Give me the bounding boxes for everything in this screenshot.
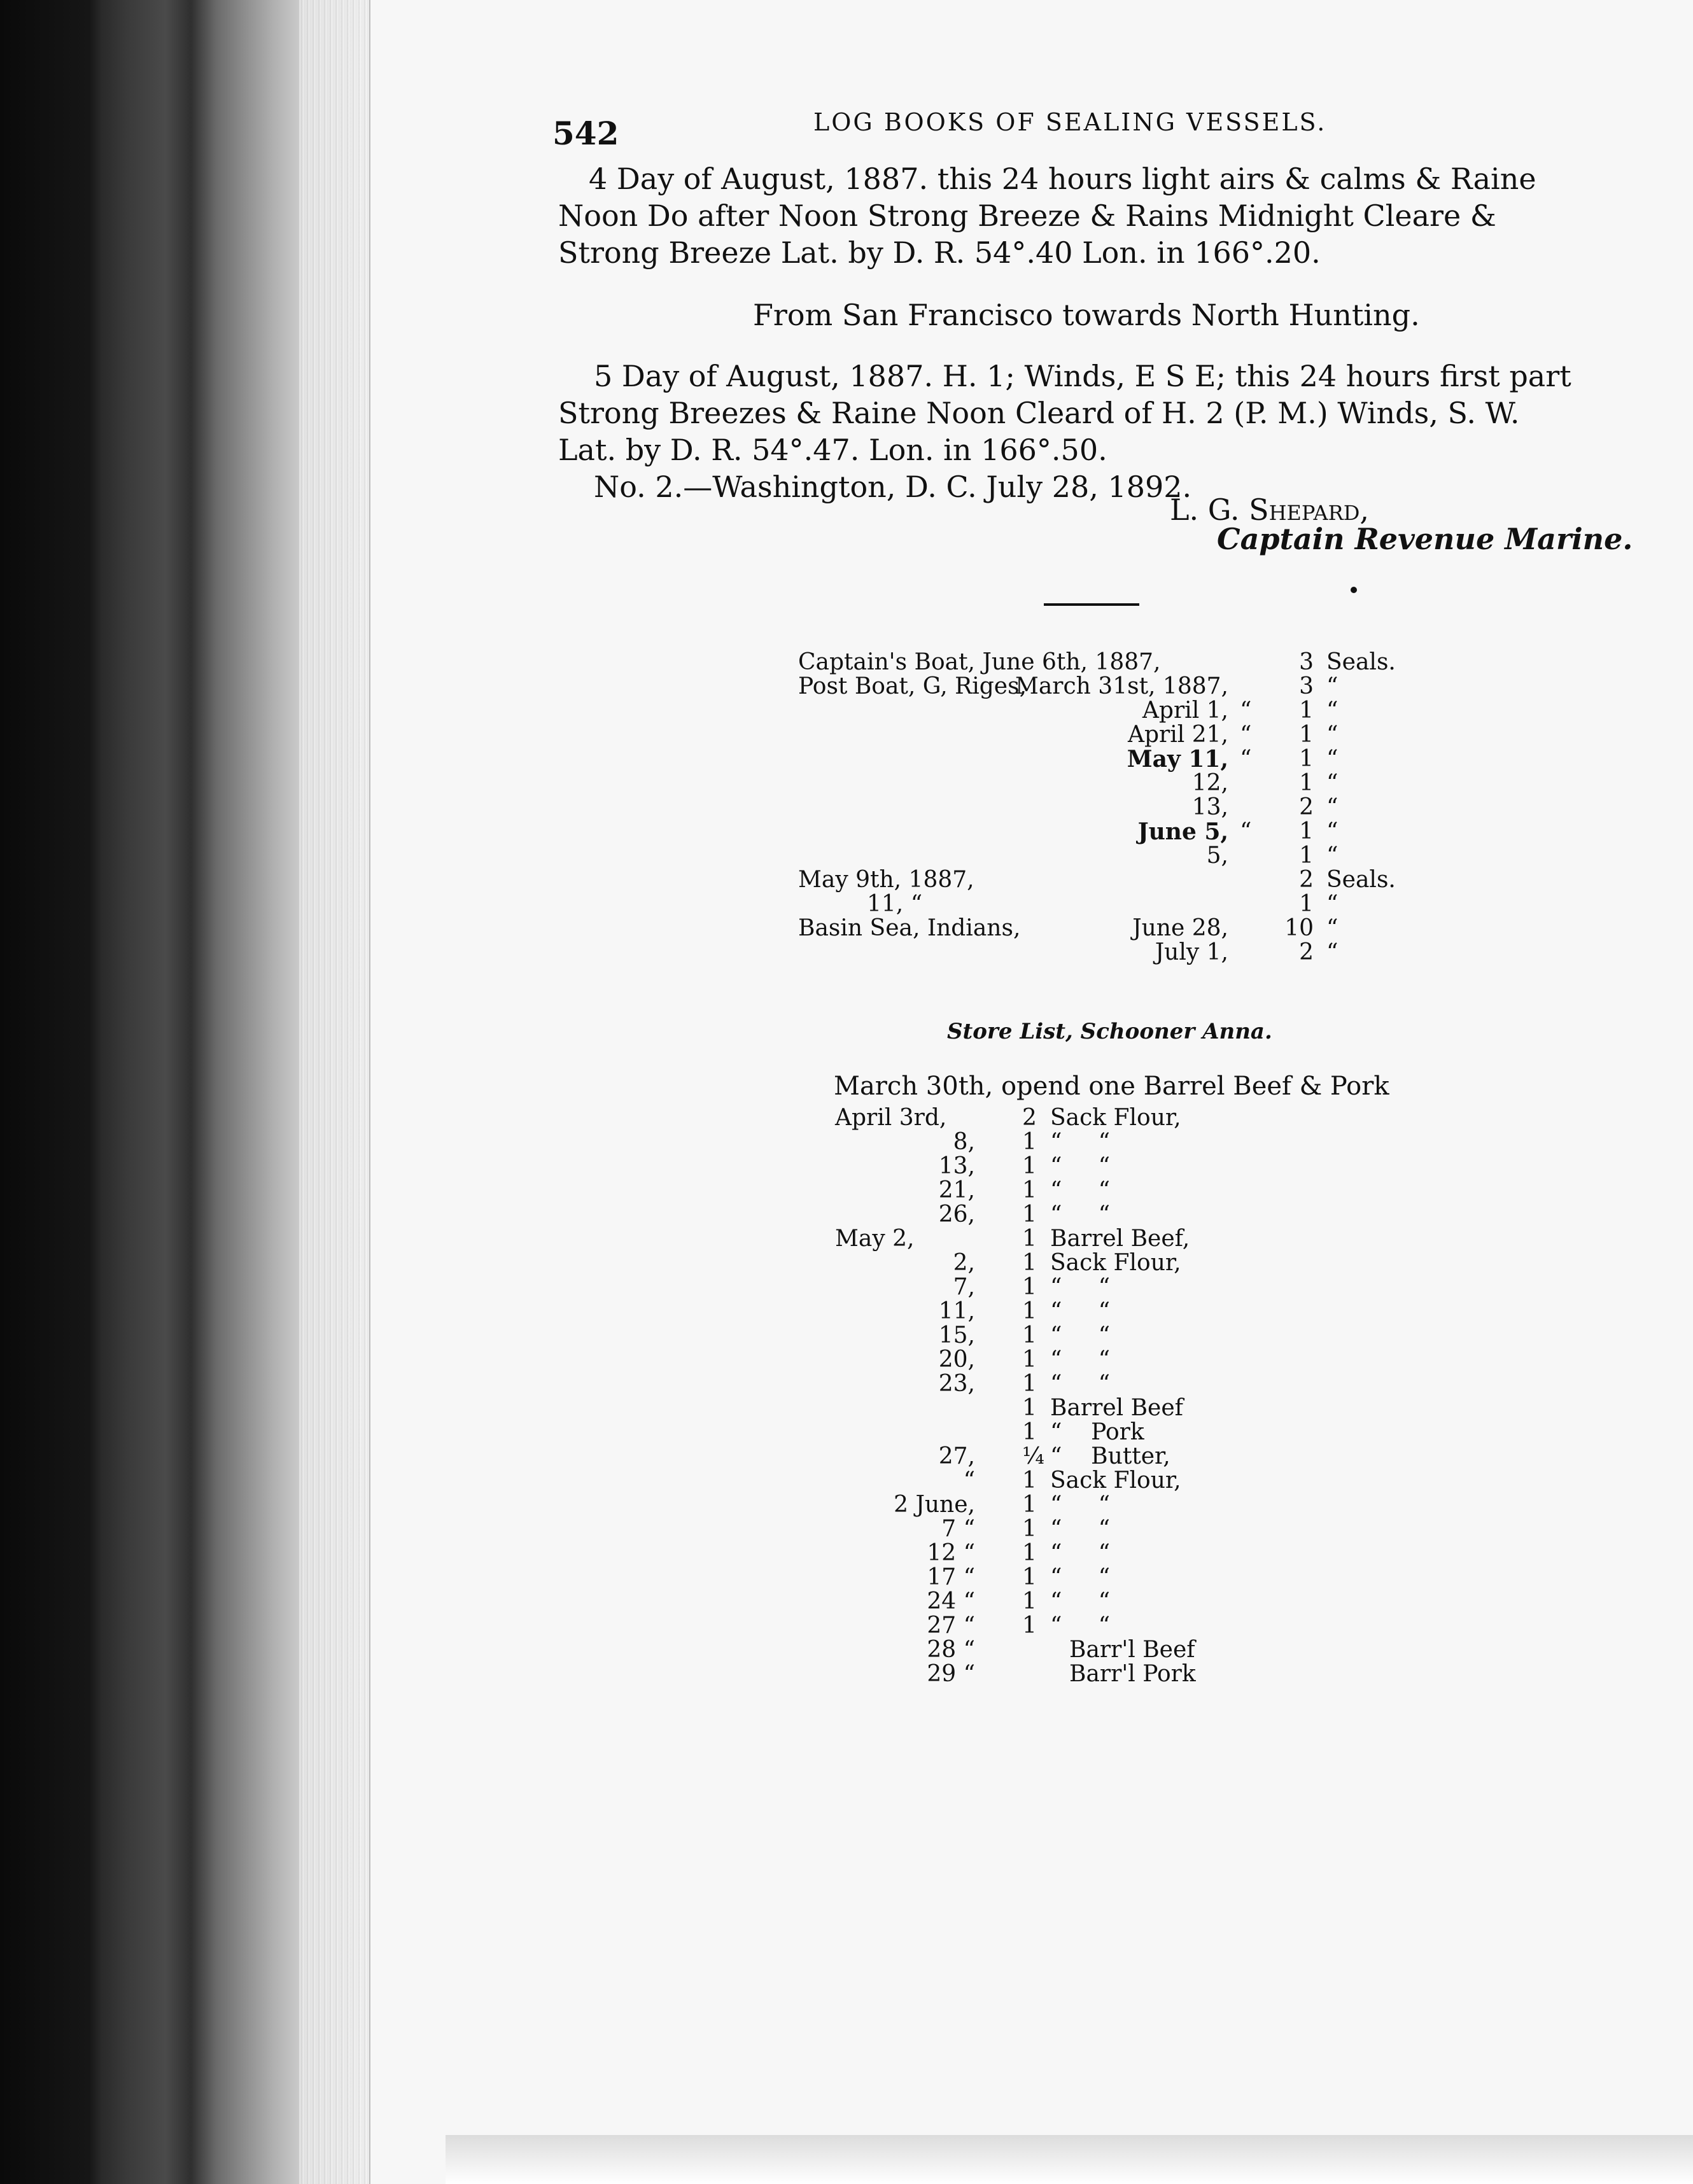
store-row-qty: 1 (1022, 1516, 1037, 1542)
store-row-item: Sack Flour, (1050, 1105, 1181, 1131)
seal-row-unit: Seals. (1326, 867, 1396, 893)
seal-row-ditto: “ (1240, 746, 1252, 772)
seal-row-count: 1 (1299, 697, 1314, 724)
store-list-first-line: March 30th, opend one Barrel Beef & Pork (834, 1072, 1389, 1101)
store-row-qty: 1 (1022, 1467, 1037, 1494)
store-row-qty: 1 (1022, 1588, 1037, 1614)
seal-row-date: May 11, (1127, 746, 1228, 773)
store-row-qty: 1 (1022, 1153, 1037, 1179)
section-rule (1044, 603, 1139, 606)
seal-row-date: June 28, (1132, 915, 1228, 941)
entry-aug5-line1: 5 Day of August, 1887. H. 1; Winds, E S E; this 24 hours first part (594, 359, 1571, 393)
seal-row-unit: “ (1326, 746, 1338, 772)
store-row-item: “ “ (1050, 1540, 1111, 1566)
store-row-date: 27, (938, 1443, 975, 1469)
seal-row-date: 13, (1191, 794, 1228, 820)
store-row-date: 17 “ (927, 1564, 975, 1590)
store-row-date: 12 “ (927, 1540, 975, 1566)
store-row-qty: 1 (1022, 1371, 1037, 1397)
entry-aug4-line1: 4 Day of August, 1887. this 24 hours light airs & calms & Raine (589, 162, 1536, 196)
store-row-item: “ “ (1050, 1129, 1111, 1155)
seal-row-who: Captain's Boat, June 6th, 1887, (798, 649, 1161, 675)
store-row-date: 20, (938, 1347, 975, 1373)
store-row-date: May 2, (835, 1226, 915, 1252)
seal-row-unit: “ (1326, 770, 1338, 796)
seal-row-count: 1 (1299, 818, 1314, 844)
store-row-qty: 1 (1022, 1395, 1037, 1421)
store-row-date: 2, (953, 1250, 975, 1276)
store-row-item: Barr'l Pork (1069, 1661, 1196, 1687)
store-row-item: “ “ (1050, 1588, 1111, 1614)
seal-row-who: Post Boat, G, Riges, (798, 673, 1027, 699)
store-row-date: 23, (938, 1371, 975, 1397)
seal-row-unit: “ (1326, 697, 1338, 724)
seal-row-count: 2 (1299, 939, 1314, 965)
store-row-item: “ “ (1050, 1613, 1111, 1639)
store-row-item: “ “ (1050, 1153, 1111, 1179)
store-row-date: 15, (938, 1322, 975, 1348)
store-row-qty: 1 (1022, 1347, 1037, 1373)
seal-row-date: 5, (1206, 843, 1228, 869)
seal-row-count: 1 (1299, 770, 1314, 796)
store-row-qty: 1 (1022, 1201, 1037, 1228)
store-row-date: April 3rd, (835, 1105, 947, 1131)
store-row-qty: 1 (1022, 1274, 1037, 1300)
seal-row-who: May 9th, 1887, (798, 867, 974, 893)
route-heading: From San Francisco towards North Hunting. (753, 298, 1420, 332)
store-row-date: 27 “ (927, 1613, 975, 1639)
signature-title: Captain Revenue Marine. (1217, 522, 1633, 556)
seal-row-date: March 31st, 1887, (1015, 673, 1228, 699)
entry-aug5-line3: Lat. by D. R. 54°.47. Lon. in 166°.50. (558, 433, 1107, 467)
store-row-date: 13, (938, 1153, 975, 1179)
store-row-date: 2 June, (894, 1492, 975, 1518)
store-row-item: Barrel Beef (1050, 1395, 1183, 1421)
store-row-item: “ “ (1050, 1516, 1111, 1542)
seal-row-who: Basin Sea, Indians, (798, 915, 1021, 941)
page-number: 542 (552, 115, 619, 152)
store-row-item: Sack Flour, (1050, 1250, 1181, 1276)
store-row-item: “ Butter, (1050, 1443, 1170, 1469)
running-title: LOG BOOKS OF SEALING VESSELS. (813, 108, 1327, 136)
store-list-title: Store List, Schooner Anna. (947, 1019, 1272, 1044)
seal-row-date: July 1, (1155, 939, 1228, 965)
page-bottom-edge (446, 2135, 1693, 2184)
store-row-date: 7 “ (941, 1516, 975, 1542)
store-row-item: Barrel Beef, (1050, 1226, 1190, 1252)
store-row-qty: 1 (1022, 1129, 1037, 1155)
store-row-qty: 1 (1022, 1540, 1037, 1566)
store-row-qty: 1 (1022, 1226, 1037, 1252)
store-row-qty: 1 (1022, 1419, 1037, 1445)
store-row-qty: 2 (1022, 1105, 1037, 1131)
store-row-date: 28 “ (927, 1637, 975, 1663)
ink-dot (1351, 587, 1357, 593)
seal-row-date: 12, (1191, 770, 1228, 796)
entry-aug5-line2: Strong Breezes & Raine Noon Cleard of H. 2 (P. M.) Winds, S. W. (558, 396, 1520, 430)
seal-row-date: June 5, (1137, 818, 1228, 845)
dateline: No. 2.—Washington, D. C. July 28, 1892. (594, 470, 1192, 504)
store-row-item: “ “ (1050, 1492, 1111, 1518)
store-row-item: Barr'l Beef (1069, 1637, 1195, 1663)
store-row-date: 8, (953, 1129, 975, 1155)
seal-row-unit: “ (1326, 939, 1338, 965)
entry-aug4-line2: Noon Do after Noon Strong Breeze & Rains Midnight Cleare & (558, 199, 1496, 233)
store-row-item: “ “ (1050, 1177, 1111, 1203)
store-row-date: 29 “ (927, 1661, 975, 1687)
seal-row-count: 1 (1299, 722, 1314, 748)
store-row-date: “ (963, 1467, 975, 1494)
seal-row-unit: “ (1326, 673, 1338, 699)
seal-row-ditto: “ (1240, 697, 1252, 724)
store-row-item: “ “ (1050, 1201, 1111, 1228)
seal-row-count: 2 (1299, 794, 1314, 820)
seal-row-ditto: “ (1240, 818, 1252, 844)
seal-row-who: 11, “ (867, 891, 923, 917)
store-row-qty: 1 (1022, 1613, 1037, 1639)
store-row-qty: 1 (1022, 1298, 1037, 1324)
seal-row-unit: “ (1326, 915, 1338, 941)
signature-name: L. G. Shepard, (1170, 493, 1369, 527)
store-row-date: 7, (953, 1274, 975, 1300)
seal-row-count: 1 (1299, 843, 1314, 869)
store-row-qty: 1 (1022, 1250, 1037, 1276)
seal-row-count: 10 (1284, 915, 1314, 941)
seal-row-date: April 1, (1142, 697, 1228, 724)
store-row-date: 11, (938, 1298, 975, 1324)
store-row-qty: ¼ (1022, 1443, 1044, 1469)
seal-row-count: 3 (1299, 649, 1314, 675)
store-row-item: “ “ (1050, 1298, 1111, 1324)
store-row-item: “ “ (1050, 1347, 1111, 1373)
seal-row-count: 2 (1299, 867, 1314, 893)
store-row-qty: 1 (1022, 1177, 1037, 1203)
seal-row-count: 1 (1299, 891, 1314, 917)
seal-row-date: April 21, (1128, 722, 1228, 748)
store-row-qty: 1 (1022, 1564, 1037, 1590)
seal-row-unit: “ (1326, 722, 1338, 748)
seal-row-count: 1 (1299, 746, 1314, 772)
seal-row-unit: “ (1326, 794, 1338, 820)
store-row-date: 21, (938, 1177, 975, 1203)
seal-row-unit: “ (1326, 891, 1338, 917)
store-row-item: “ “ (1050, 1322, 1111, 1348)
seal-row-count: 3 (1299, 673, 1314, 699)
store-row-qty: 1 (1022, 1322, 1037, 1348)
seal-row-unit: Seals. (1326, 649, 1396, 675)
store-row-qty: 1 (1022, 1492, 1037, 1518)
store-row-date: 26, (938, 1201, 975, 1228)
store-row-item: “ “ (1050, 1564, 1111, 1590)
store-row-item: “ “ (1050, 1274, 1111, 1300)
store-row-item: Sack Flour, (1050, 1467, 1181, 1494)
entry-aug4-line3: Strong Breeze Lat. by D. R. 54°.40 Lon. in 166°.20. (558, 235, 1321, 270)
store-row-item: “ “ (1050, 1371, 1111, 1397)
seal-row-unit: “ (1326, 843, 1338, 869)
seal-row-unit: “ (1326, 818, 1338, 844)
seal-row-ditto: “ (1240, 722, 1252, 748)
store-row-item: “ Pork (1050, 1419, 1144, 1445)
store-row-date: 24 “ (927, 1588, 975, 1614)
